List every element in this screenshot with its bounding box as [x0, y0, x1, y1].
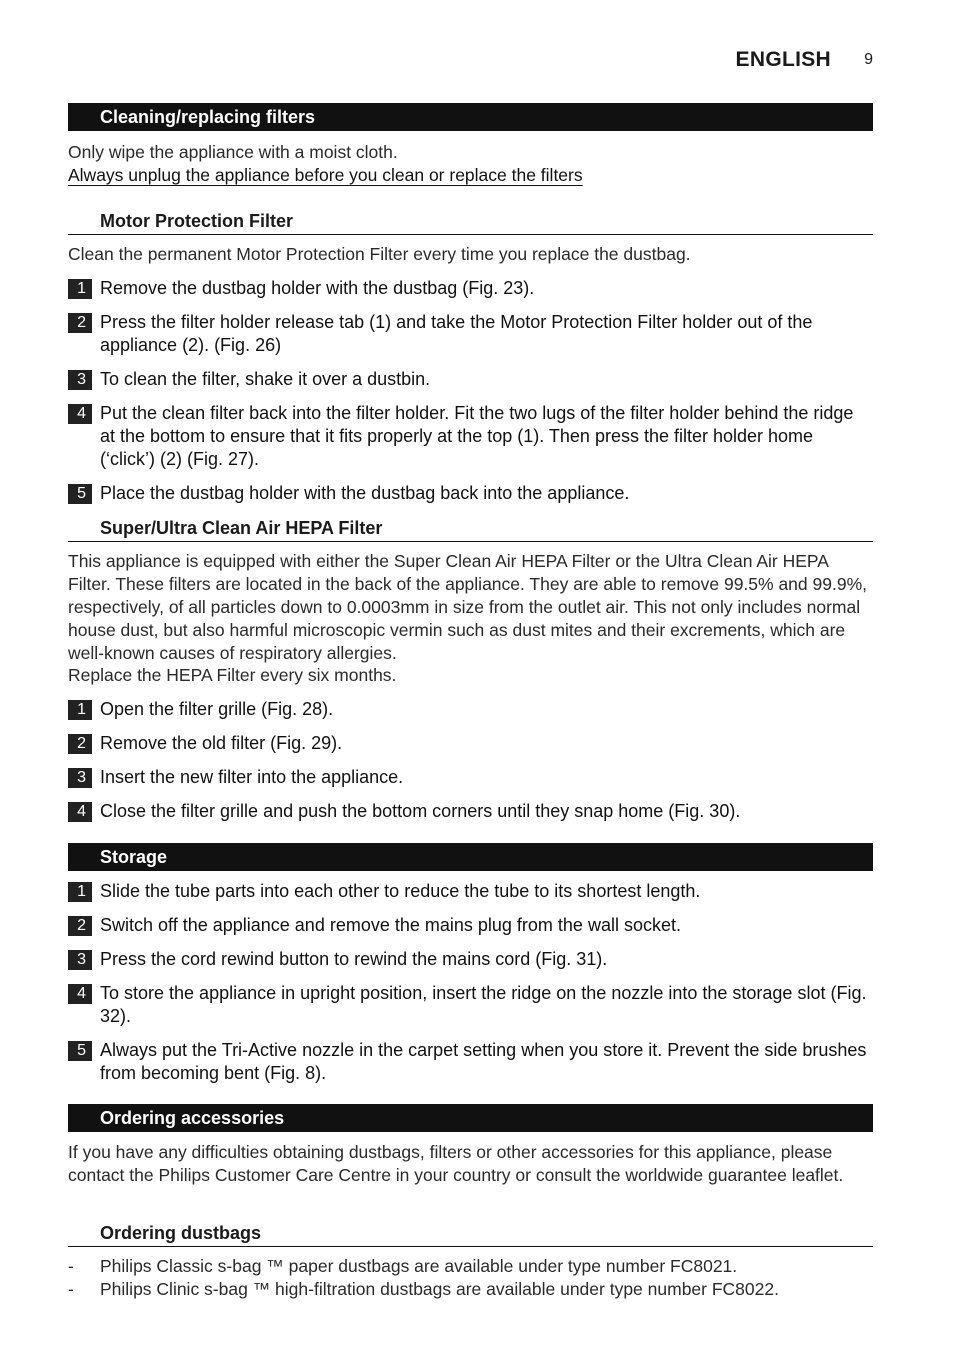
hepa-step-1 [68, 698, 873, 721]
step-number: 4 [68, 984, 92, 1004]
step-text: Remove the old filter (Fig. 29). [100, 733, 343, 753]
hepa-replace-note: Replace the HEPA Filter every six months. [68, 665, 397, 685]
step-number: 4 [68, 802, 92, 822]
list-item-text: Philips Clinic s-bag ™ high-filtration dustbags are available under type number FC8022. [100, 1279, 779, 1299]
hepa-step-3 [68, 766, 873, 789]
step-number: 2 [68, 313, 92, 333]
step-text: Open the filter grille (Fig. 28). [100, 699, 334, 719]
step-number: 1 [68, 279, 92, 299]
page-header [68, 46, 873, 76]
subheading-hepa-filter: Super/Ultra Clean Air HEPA Filter [68, 516, 873, 542]
storage-step-2 [68, 914, 873, 937]
dustbag-item-2 [68, 1278, 873, 1301]
step-number: 5 [68, 484, 92, 504]
motor-step-3 [68, 368, 873, 391]
motor-step-1 [68, 277, 873, 300]
section-heading-accessories: Ordering accessories [68, 1104, 873, 1132]
step-number: 5 [68, 1041, 92, 1061]
step-text: To clean the filter, shake it over a dustbin. [100, 369, 431, 389]
step-number: 2 [68, 734, 92, 754]
cleaning-warning: Always unplug the appliance before you clean or replace the filters [68, 165, 583, 185]
hepa-intro: This appliance is equipped with either the Super Clean Air HEPA Filter or the Ultra Clean Air HEPA Filter. These filters are located in the back of the appliance. They are able to remove 99.5% and 99.9%, respectively, of all particles down to 0.0003mm in size from the outlet air. This not only includes normal house dust, but also harmful microscopic vermin such as dust mites and their excrements, which are well-known causes of respiratory allergies. [68, 551, 867, 663]
accessories-intro: If you have any difficulties obtaining dustbags, filters or other accessories for this appliance, please contact the Philips Customer Care Centre in your country or consult the worldwide guarantee leaflet. [68, 1142, 844, 1185]
list-item-text: Philips Classic s-bag ™ paper dustbags are available under type number FC8021. [100, 1256, 738, 1276]
step-number: 3 [68, 370, 92, 390]
step-text: Close the filter grille and push the bottom corners until they snap home (Fig. 30). [100, 801, 741, 821]
language-label: ENGLISH [735, 48, 831, 71]
step-text: Switch off the appliance and remove the mains plug from the wall socket. [100, 915, 681, 935]
motor-step-4 [68, 402, 873, 471]
section-heading-cleaning: Cleaning/replacing filters [68, 103, 873, 131]
dustbag-item-1 [68, 1255, 873, 1278]
step-number: 1 [68, 700, 92, 720]
step-number: 4 [68, 404, 92, 424]
hepa-step-4 [68, 800, 873, 823]
step-text: To store the appliance in upright position, insert the ridge on the nozzle into the storage slot (Fig. 32). [100, 983, 867, 1026]
step-text: Insert the new filter into the appliance. [100, 767, 404, 787]
storage-step-5 [68, 1039, 873, 1085]
step-text: Press the cord rewind button to rewind the mains cord (Fig. 31). [100, 949, 608, 969]
storage-step-4 [68, 982, 873, 1028]
subheading-ordering-dustbags: Ordering dustbags [68, 1221, 873, 1247]
step-text: Put the clean filter back into the filter holder. Fit the two lugs of the filter holder behind the ridge at the bottom to ensure that it fits properly at the top (1). Then press the filter holder home (‘click’) (2) (Fig. 27). [100, 403, 854, 469]
hepa-step-2 [68, 732, 873, 755]
section-heading-storage: Storage [68, 843, 873, 871]
step-text: Slide the tube parts into each other to reduce the tube to its shortest length. [100, 881, 701, 901]
motor-step-2 [68, 311, 873, 357]
list-dash: - [68, 1256, 74, 1276]
step-number: 1 [68, 882, 92, 902]
motor-step-5 [68, 482, 873, 505]
step-text: Always put the Tri-Active nozzle in the carpet setting when you store it. Prevent the side brushes from becoming bent (Fig. 8). [100, 1040, 867, 1083]
storage-step-1 [68, 880, 873, 903]
step-text: Place the dustbag holder with the dustbag back into the appliance. [100, 483, 630, 503]
list-dash: - [68, 1279, 74, 1299]
subheading-motor-filter: Motor Protection Filter [68, 209, 873, 235]
cleaning-intro: Only wipe the appliance with a moist cloth. [68, 142, 398, 162]
step-number: 2 [68, 916, 92, 936]
step-text: Remove the dustbag holder with the dustbag (Fig. 23). [100, 278, 535, 298]
step-number: 3 [68, 768, 92, 788]
step-text: Press the filter holder release tab (1) and take the Motor Protection Filter holder out of the appliance (2). (Fig. 26) [100, 312, 813, 355]
page-number: 9 [864, 51, 873, 68]
step-number: 3 [68, 950, 92, 970]
storage-step-3 [68, 948, 873, 971]
motor-intro: Clean the permanent Motor Protection Filter every time you replace the dustbag. [68, 244, 691, 264]
